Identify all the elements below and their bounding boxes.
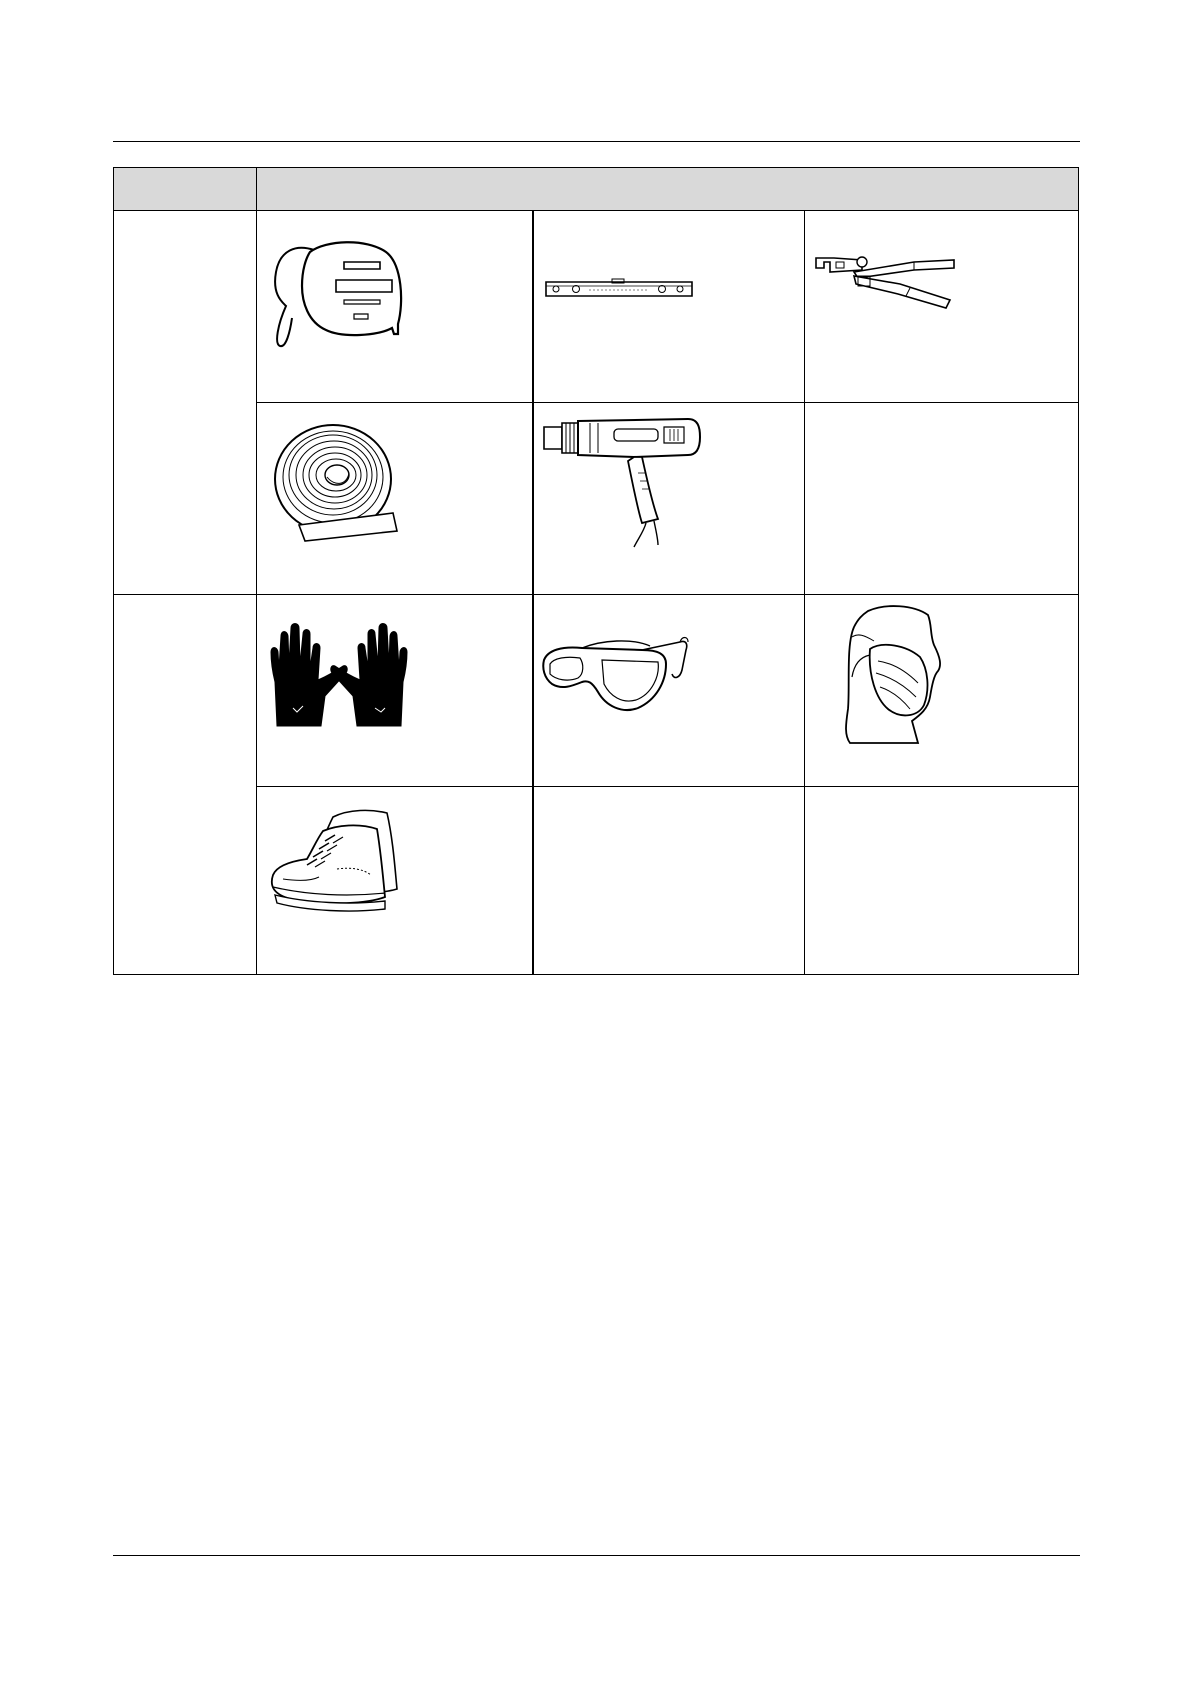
- row-divider: [114, 210, 1078, 211]
- footer-rule: [113, 1555, 1080, 1556]
- section-label-ppe: [114, 595, 256, 974]
- header-rule: [113, 141, 1080, 142]
- column-divider: [256, 168, 257, 974]
- column-divider: [532, 210, 534, 974]
- tools-table: [113, 167, 1079, 975]
- table-header-category: [114, 168, 256, 210]
- row-divider: [256, 402, 1078, 403]
- row-divider: [256, 786, 1078, 787]
- column-divider: [804, 210, 805, 974]
- gloves-icon: [269, 624, 409, 728]
- hydraulic-crimper-icon: [814, 254, 964, 314]
- level-icon: [544, 278, 694, 302]
- heat-gun-icon: [542, 415, 702, 550]
- table-header-items: [256, 168, 1078, 210]
- measuring-tape-icon: [266, 232, 406, 352]
- safety-boots-icon: [267, 809, 407, 917]
- section-label-tools: [114, 211, 256, 594]
- dust-mask-icon: [834, 605, 946, 745]
- section-divider: [114, 594, 1078, 595]
- tape-roll-icon: [269, 415, 404, 543]
- safety-goggles-icon: [542, 630, 692, 718]
